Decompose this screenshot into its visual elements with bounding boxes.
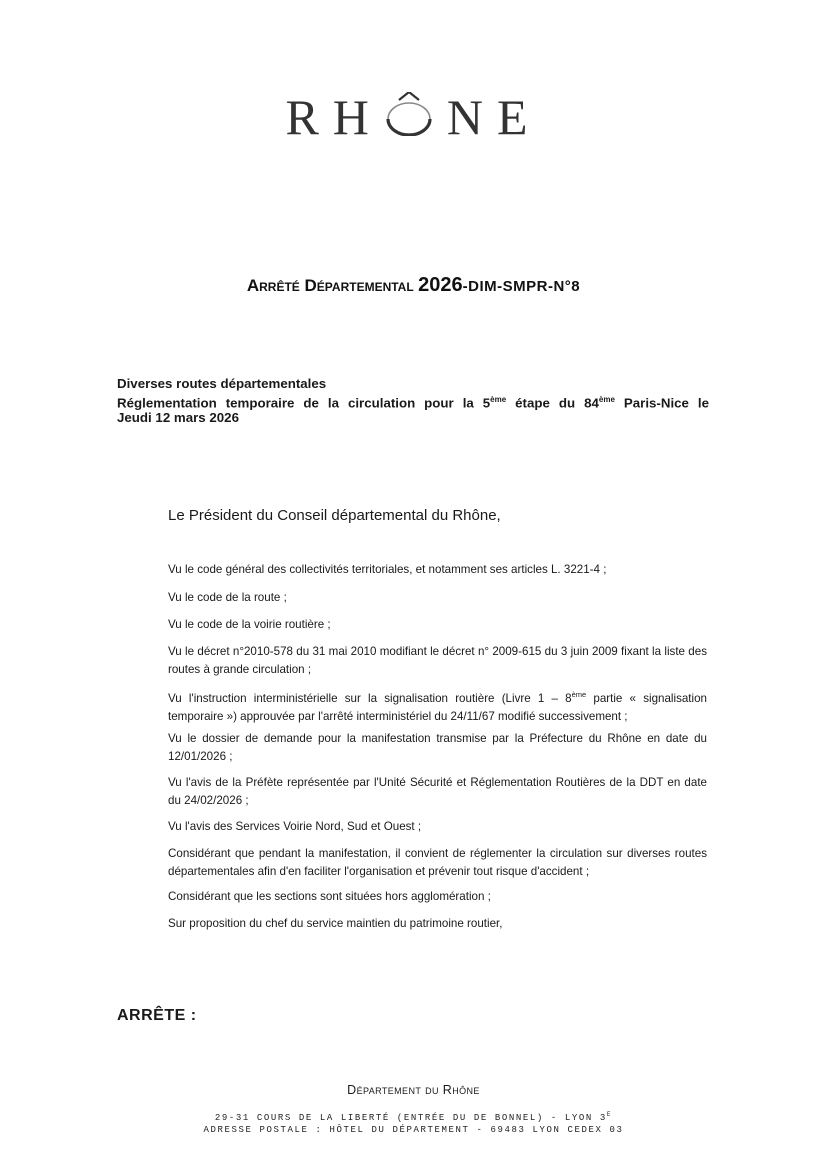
footer-department-name: Département du Rhône bbox=[347, 1083, 480, 1097]
logo-o-circumflex-icon bbox=[385, 92, 433, 136]
subject-block bbox=[117, 376, 709, 426]
logo-letters-ne: NE bbox=[446, 89, 542, 145]
paragraph-2: Vu le code de la route ; bbox=[168, 591, 287, 604]
rhone-logo bbox=[0, 80, 827, 150]
paragraph-3: Vu le code de la voirie routière ; bbox=[168, 618, 331, 631]
paragraph-4: Vu le décret n°2010-578 du 31 mai 2010 modifiant le décret n° 2009-615 du 3 juin 2009 fixant la liste des routes à grande circulation ; bbox=[168, 645, 707, 676]
paragraph-6: Vu le dossier de demande pour la manifestation transmise par la Préfecture du Rhône en date du 12/01/2026 ; bbox=[168, 732, 707, 763]
subject-line3: Jeudi 12 mars 2026 bbox=[117, 410, 239, 426]
president-heading: Le Président du Conseil départemental du Rhône, bbox=[168, 507, 501, 524]
logo-letter-o: Ô bbox=[384, 92, 400, 93]
footer-address bbox=[0, 1109, 827, 1136]
title-number: 2026 bbox=[418, 274, 463, 296]
paragraph-11: Sur proposition du chef du service maintien du patrimoine routier, bbox=[168, 917, 503, 930]
title-ref: -DIM-SMPR-N°8 bbox=[462, 278, 581, 295]
paragraph-9: Considérant que pendant la manifestation, il convient de réglementer la circulation sur diverses routes départementales afin d'en faciliter l'organisation et prévenir tout risque d'accident ; bbox=[168, 847, 707, 878]
subject-line1: Diverses routes départementales bbox=[117, 376, 327, 391]
paragraph-5: Vu l'instruction interministérielle sur la signalisation routière (Livre 1 – 8ème partie « signalisation temporaire ») approuvée par l'arrêté interministériel du 24/11/67 modifié successivement ; bbox=[168, 690, 708, 723]
footer-address-line1: 29-31 COURS DE LA LIBERTÉ (ENTRÉE DU DE BONNEL) - LYON $3^E$ bbox=[214, 1111, 613, 1123]
title-prefix: Arrêté Départemental bbox=[246, 276, 414, 295]
paragraph-1: Vu le code général des collectivités territoriales, et notamment ses articles L. 3221-4 ; bbox=[168, 563, 607, 576]
paragraph-8: Vu l'avis des Services Voirie Nord, Sud et Ouest ; bbox=[168, 820, 422, 833]
paragraph-10: Considérant que les sections sont situées hors agglomération ; bbox=[168, 890, 491, 903]
footer-address-line2: ADRESSE POSTALE : HÔTEL DU DÉPARTEMENT - 69483 LYON CEDEX 03 bbox=[203, 1125, 624, 1135]
paragraph-7: Vu l'avis de la Préfète représentée par l'Unité Sécurité et Réglementation Routières de la DDT en date du 24/02/2026 ; bbox=[168, 776, 707, 807]
subject-line2: Réglementation temporaire de la circulation pour la 5ème étape du 84ème Paris-Nice le bbox=[117, 394, 709, 410]
page-title bbox=[0, 274, 827, 297]
logo-letters-rh: RH bbox=[285, 89, 383, 145]
arrete-heading: ARRÊTE : bbox=[117, 1007, 197, 1024]
